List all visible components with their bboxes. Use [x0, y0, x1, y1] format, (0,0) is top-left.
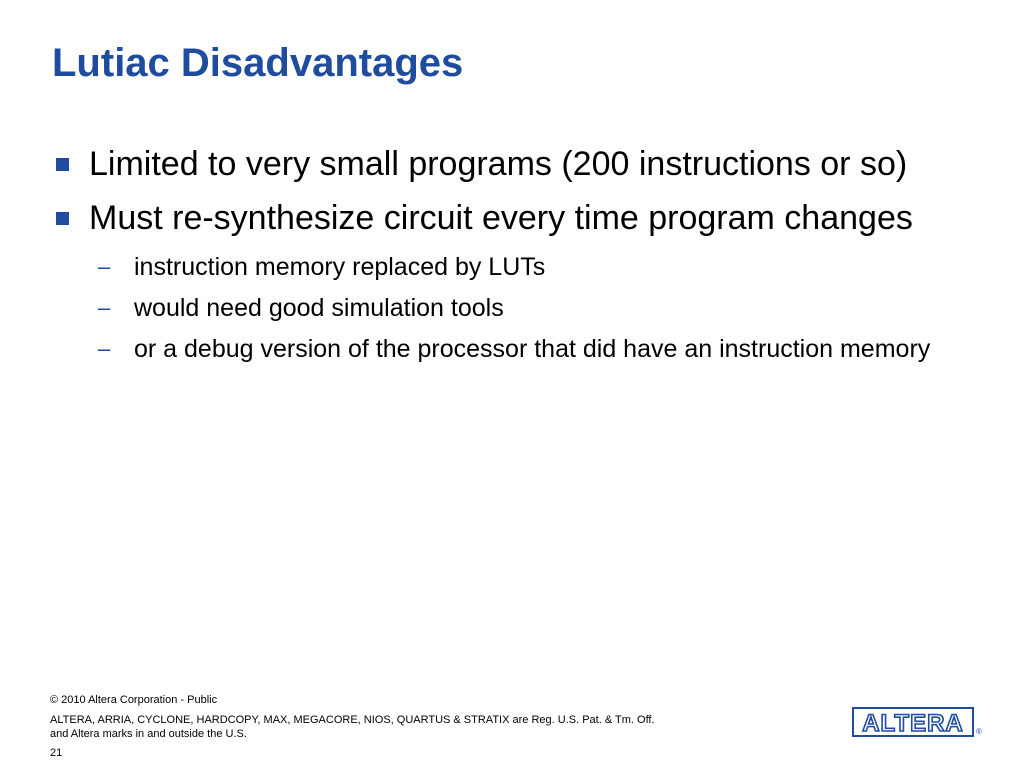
sub-bullet-text: or a debug version of the processor that did have an instruction memory	[134, 335, 931, 363]
dash-bullet-icon: –	[98, 254, 111, 279]
bullet-text: Must re-synthesize circuit every time program changes	[89, 199, 913, 237]
bullet-item	[54, 142, 954, 186]
footer-copyright: © 2010 Altera Corporation - Public	[50, 694, 218, 706]
sub-bullet-text: would need good simulation tools	[134, 294, 504, 322]
altera-logo	[852, 706, 984, 738]
sub-bullet-item	[54, 291, 934, 325]
bullet-list	[54, 142, 954, 373]
dash-bullet-icon: –	[98, 295, 111, 320]
bullet-item	[54, 196, 954, 240]
square-bullet-icon	[56, 212, 69, 225]
slide-title: Lutiac Disadvantages	[52, 41, 464, 85]
trademark-line-2: and Altera marks in and outside the U.S.	[50, 728, 247, 740]
sub-bullet-list	[54, 250, 954, 366]
registered-mark: ®	[976, 727, 982, 736]
sub-bullet-item	[54, 332, 934, 366]
dash-bullet-icon: –	[98, 336, 111, 361]
footer-trademark	[50, 713, 655, 741]
square-bullet-icon	[56, 158, 69, 171]
sub-bullet-item	[54, 250, 934, 284]
sub-bullet-text: instruction memory replaced by LUTs	[134, 253, 546, 281]
page-number: 21	[50, 747, 63, 759]
bullet-text: Limited to very small programs (200 instructions or so)	[89, 145, 908, 183]
trademark-line-1: ALTERA, ARRIA, CYCLONE, HARDCOPY, MAX, MEGACORE, NIOS, QUARTUS & STRATIX are Reg. U.S. Pat. & Tm. Off.	[50, 714, 655, 726]
logo-text: ALTERA	[862, 710, 964, 737]
